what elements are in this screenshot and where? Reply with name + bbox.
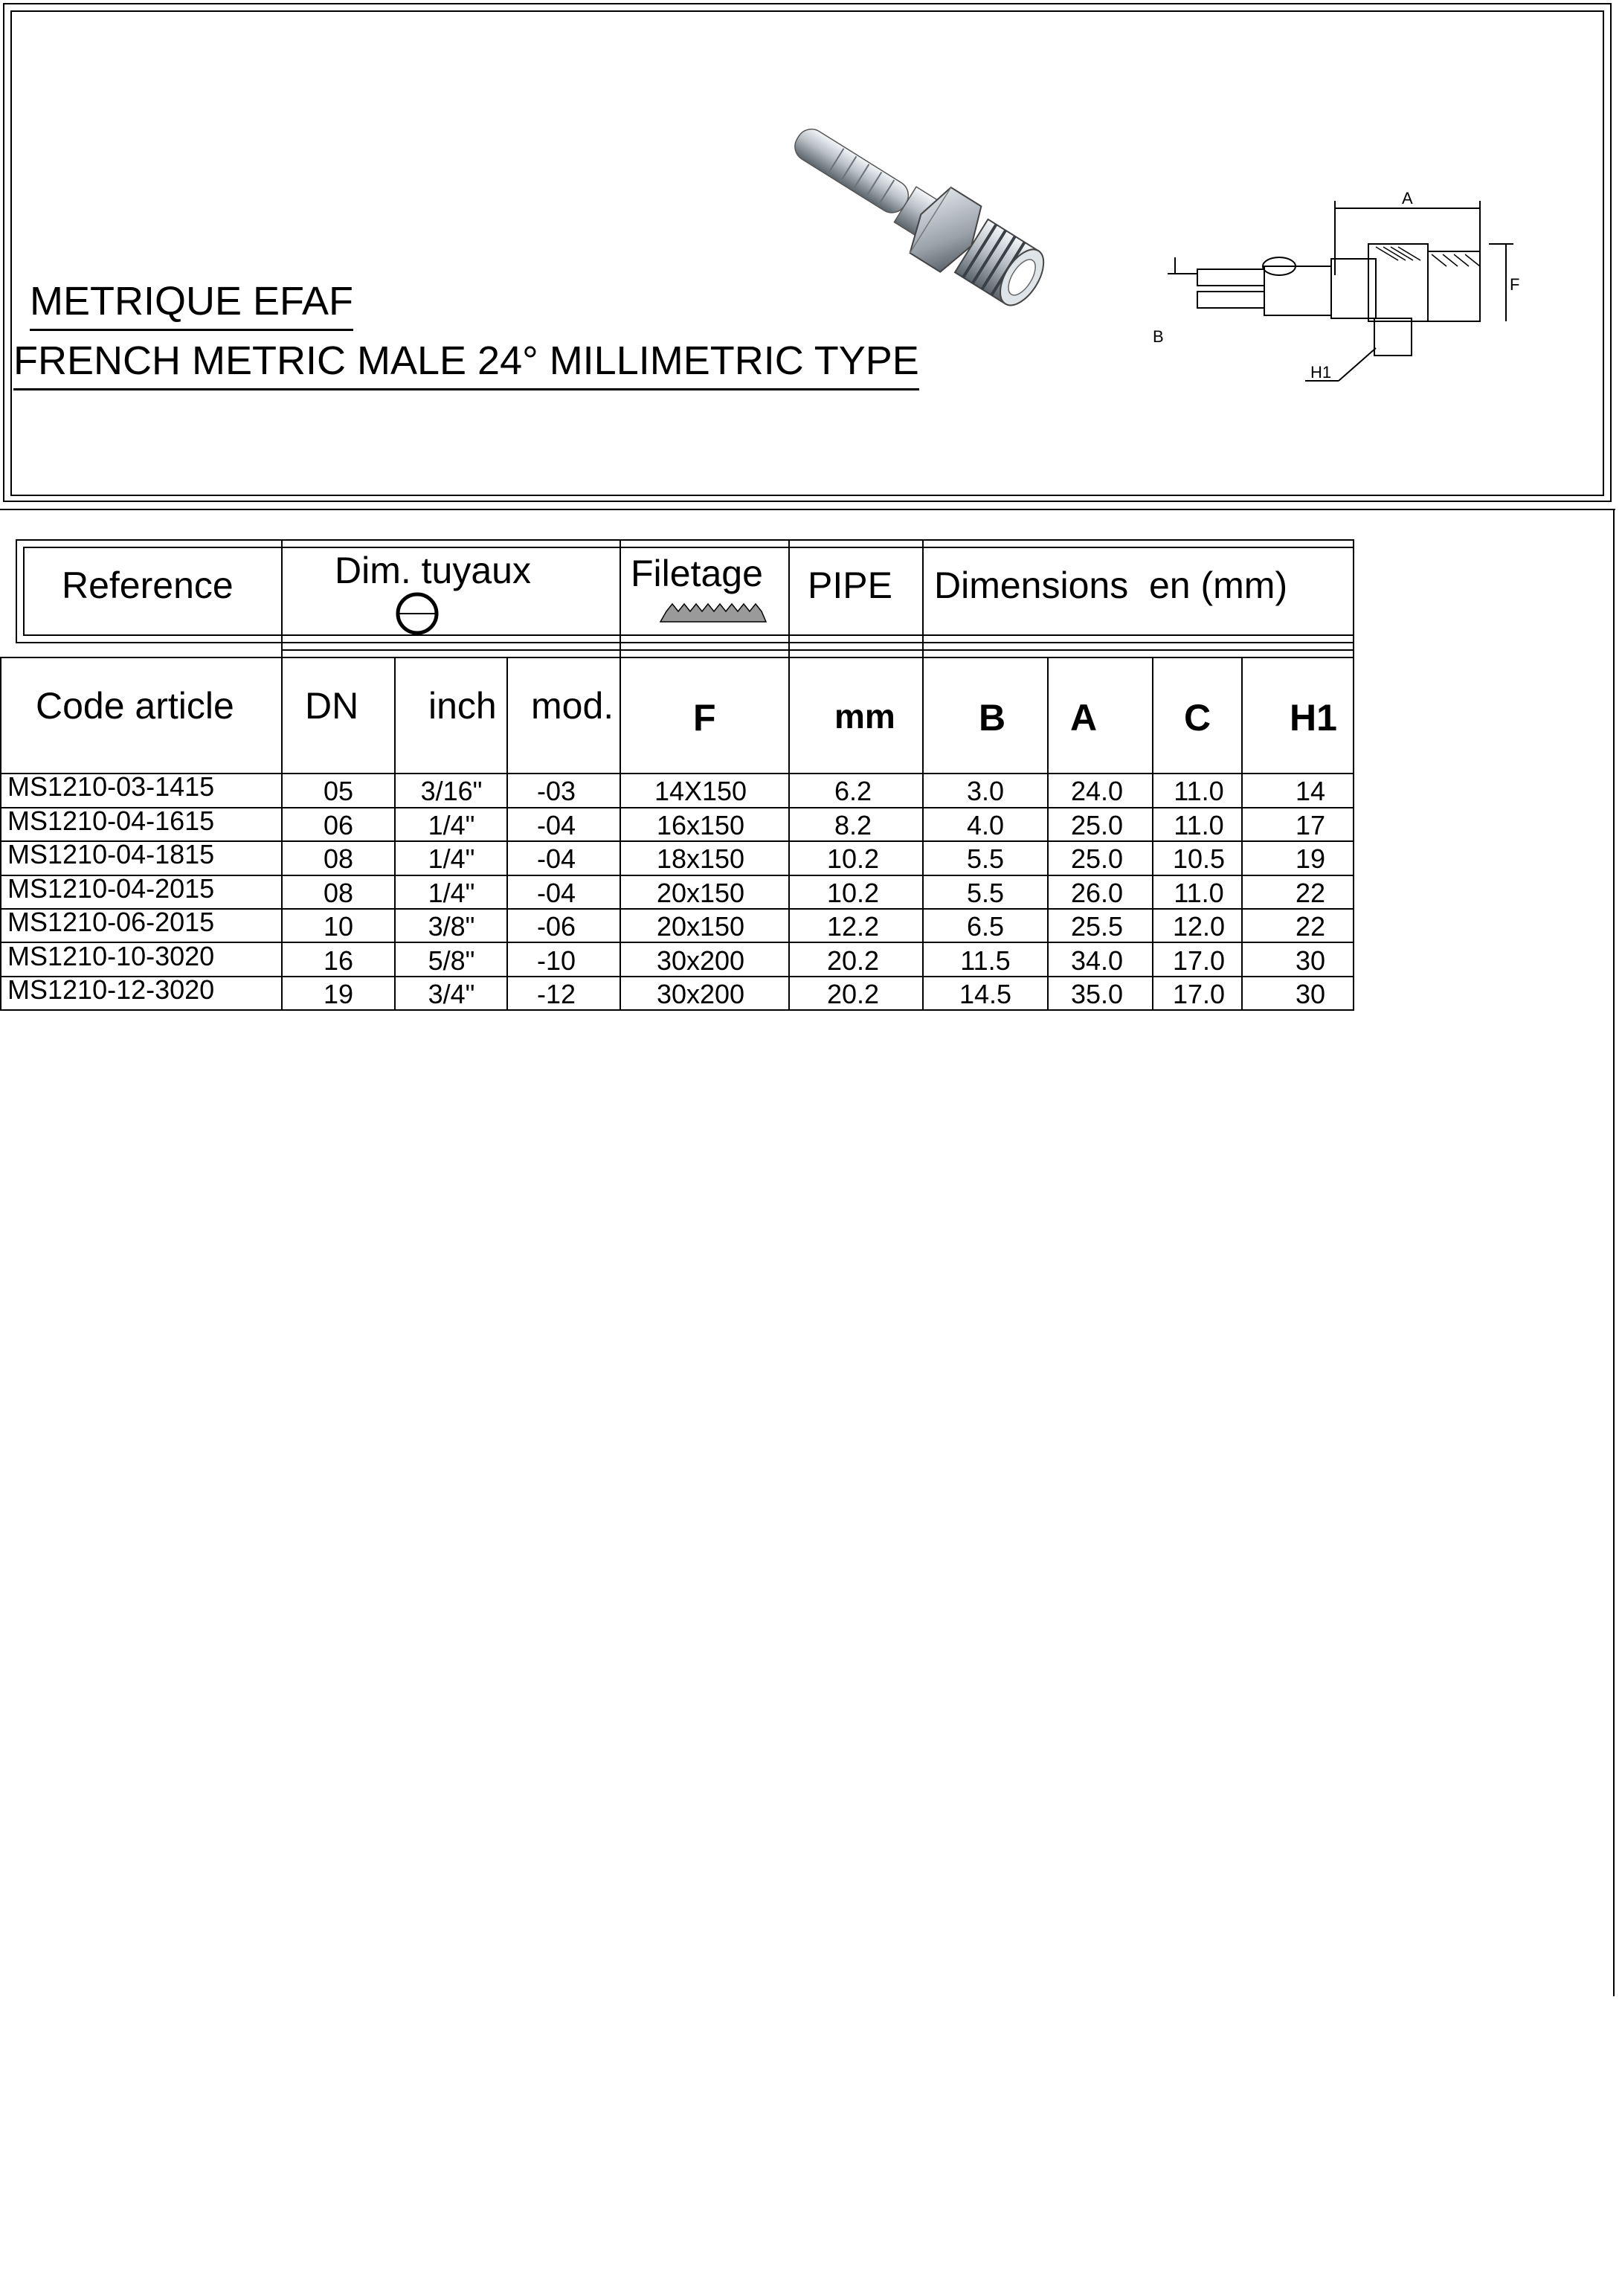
table-cell-h1: 14	[1295, 776, 1326, 806]
table-cell-c: 17.0	[1172, 979, 1226, 1009]
table-cell-mm: 6.2	[834, 776, 872, 806]
table-cell-mod: -06	[536, 911, 576, 942]
table-cell-mm: 8.2	[834, 809, 872, 840]
drawing-label-h1: H1	[1310, 363, 1332, 382]
table-cell-a: 24.0	[1070, 776, 1124, 806]
table-cell-dn: 19	[323, 979, 354, 1009]
table-cell-inch: 1/4"	[428, 877, 475, 908]
header-dim-tuyaux: Dim. tuyaux	[335, 550, 531, 591]
table-cell-f: 16x150	[656, 809, 745, 840]
table-cell-mm: 10.2	[826, 843, 880, 874]
subheader-mod: mod.	[531, 685, 614, 727]
fitting-technical-drawing	[1153, 186, 1525, 394]
subheader-mm: mm	[834, 697, 895, 736]
table-cell-f: 20x150	[656, 911, 745, 942]
table-cell-a: 25.5	[1070, 911, 1124, 942]
table-cell-dn: 16	[323, 945, 354, 976]
title-french	[30, 281, 353, 331]
table-cell-f: 18x150	[656, 843, 745, 874]
table-cell-b: 3.0	[966, 776, 1005, 806]
table-cell-mm: 20.2	[826, 979, 880, 1009]
fitting-product-image	[766, 112, 1078, 327]
title-english-text: FRENCH METRIC MALE 24° MILLIMETRIC TYPE	[13, 341, 919, 390]
table-cell-code: MS1210-06-2015	[7, 907, 215, 937]
table-cell-b: 14.5	[959, 979, 1012, 1009]
table-cell-a: 35.0	[1070, 979, 1124, 1009]
table-cell-a: 25.0	[1070, 843, 1124, 874]
table-cell-h1: 30	[1295, 979, 1326, 1009]
title-english	[13, 338, 919, 390]
title-french-text: METRIQUE EFAF	[30, 281, 353, 331]
table-cell-inch: 1/4"	[428, 843, 475, 874]
table-cell-b: 11.5	[960, 945, 1011, 976]
table-cell-dn: 06	[323, 809, 354, 840]
table-cell-dn: 10	[323, 911, 354, 942]
table-cell-b: 4.0	[966, 809, 1005, 840]
table-cell-c: 11.0	[1174, 877, 1224, 908]
table-cell-mod: -12	[536, 979, 576, 1009]
table-cell-mm: 20.2	[826, 945, 880, 976]
table-cell-inch: 3/4"	[428, 979, 475, 1009]
subheader-dn: DN	[305, 685, 359, 727]
table-cell-code: MS1210-04-1615	[7, 805, 215, 836]
table-cell-f: 14X150	[654, 776, 747, 806]
table-cell-inch: 3/16"	[420, 776, 483, 806]
subheader-b: B	[979, 697, 1006, 739]
table-cell-c: 17.0	[1172, 945, 1226, 976]
header-pipe: PIPE	[808, 565, 892, 606]
header-dimensions: Dimensions en (mm)	[934, 565, 1288, 606]
table-cell-c: 12.0	[1172, 911, 1226, 942]
table-cell-a: 34.0	[1070, 945, 1124, 976]
table-cell-a: 26.0	[1070, 877, 1124, 908]
table-cell-mod: -10	[536, 945, 576, 976]
table-cell-mm: 12.2	[826, 911, 880, 942]
table-cell-inch: 3/8"	[428, 911, 475, 942]
table-cell-dn: 08	[323, 843, 354, 874]
table-cell-a: 25.0	[1070, 809, 1124, 840]
header-reference: Reference	[62, 565, 234, 606]
table-cell-mod: -03	[536, 776, 576, 806]
header-filetage: Filetage	[631, 553, 763, 594]
table-cell-dn: 05	[323, 776, 354, 806]
table-cell-c: 10.5	[1172, 843, 1226, 874]
table-cell-f: 30x200	[656, 945, 745, 976]
table-cell-inch: 1/4"	[428, 809, 475, 840]
table-cell-f: 20x150	[656, 877, 745, 908]
table-cell-c: 11.0	[1174, 809, 1224, 840]
thread-icon	[660, 604, 766, 622]
subheader-code-article: Code article	[36, 685, 234, 727]
table-cell-dn: 08	[323, 877, 354, 908]
table-cell-b: 5.5	[966, 877, 1005, 908]
table-cell-code: MS1210-03-1415	[7, 771, 215, 802]
table-cell-h1: 22	[1295, 911, 1326, 942]
subheader-inch: inch	[428, 685, 497, 727]
table-cell-code: MS1210-04-2015	[7, 872, 215, 904]
table-cell-f: 30x200	[656, 979, 745, 1009]
subheader-a: A	[1070, 697, 1098, 739]
subheader-c: C	[1184, 697, 1211, 739]
table-cell-mod: -04	[536, 877, 576, 908]
table-cell-mod: -04	[536, 809, 576, 840]
table-cell-inch: 5/8"	[428, 945, 475, 976]
table-cell-h1: 30	[1295, 945, 1326, 976]
table-cell-mod: -04	[536, 843, 576, 874]
table-cell-h1: 22	[1295, 877, 1326, 908]
table-cell-code: MS1210-12-3020	[7, 974, 215, 1005]
page-right-border	[1613, 509, 1615, 1996]
subheader-f: F	[693, 697, 716, 739]
table-cell-b: 6.5	[966, 911, 1005, 942]
table-cell-b: 5.5	[966, 843, 1005, 874]
table-cell-h1: 17	[1295, 809, 1326, 840]
table-cell-h1: 19	[1295, 843, 1326, 874]
table-cell-mm: 10.2	[826, 877, 880, 908]
table-cell-code: MS1210-10-3020	[7, 940, 215, 971]
table-cell-code: MS1210-04-1815	[7, 839, 215, 869]
table-cell-c: 11.0	[1174, 776, 1224, 806]
drawing-label-a: A	[1402, 189, 1413, 208]
drawing-label-f: F	[1510, 275, 1520, 294]
section-divider	[0, 509, 1615, 510]
drawing-label-b: B	[1153, 327, 1164, 346]
subheader-h1: H1	[1290, 697, 1337, 739]
